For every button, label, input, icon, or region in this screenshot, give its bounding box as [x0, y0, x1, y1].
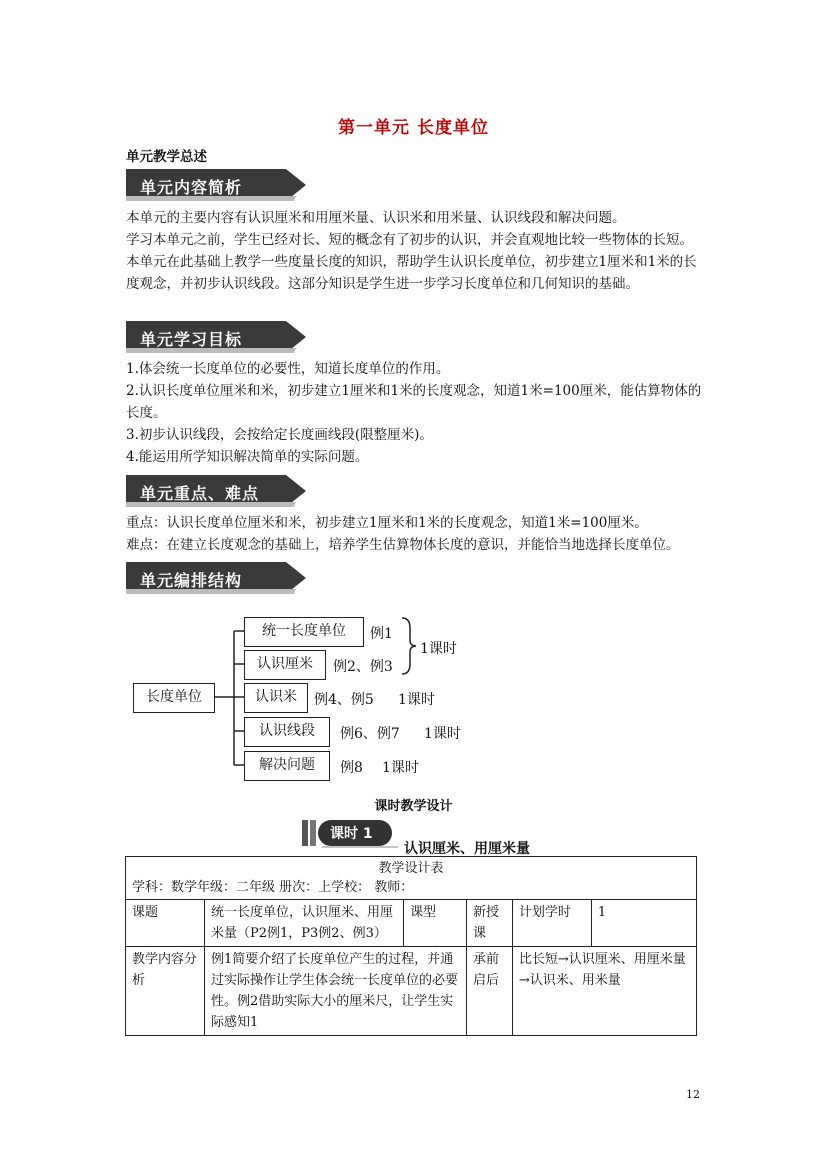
structure-branch-box: 认识厘米 — [244, 650, 326, 680]
structure-branch-time: 1课时 — [382, 760, 419, 776]
table-cell: 计划学时 — [512, 900, 591, 947]
banner-label: 单元重点、难点 — [140, 484, 260, 503]
banner-label: 单元内容简析 — [140, 178, 243, 197]
table-cell: 例1简要介绍了长度单位产生的过程，并通过实际操作让学生体会统一长度单位的必要性。例2借助实际大小的厘米尺，让学生实际感知1 — [205, 947, 467, 1036]
table-cell: 统一长度单位，认识厘米、用厘米量（P2例1，P3例2、例3） — [205, 900, 404, 947]
lesson-name: 认识厘米、用厘米量 — [404, 841, 530, 857]
structure-branch-time: 1课时 — [424, 726, 461, 742]
structure-branch-examples: 例1 — [370, 626, 393, 642]
table-cell: 课题 — [126, 900, 205, 947]
structure-root-box: 长度单位 — [133, 683, 215, 713]
structure-branch-box: 认识米 — [244, 683, 308, 713]
page-number: 12 — [686, 1088, 700, 1101]
list-item: 1.体会统一长度单位的必要性，知道长度单位的作用。 — [126, 361, 450, 377]
lesson-design-heading: 课时教学设计 — [374, 799, 453, 814]
structure-branch-box: 统一长度单位 — [244, 617, 364, 647]
list-item: 2.认识长度单位厘米和米，初步建立1厘米和1米的长度观念，知道1米=100厘米，能估算物体的长度。 — [126, 383, 702, 421]
banner-label: 单元学习目标 — [140, 330, 243, 349]
lesson-badge-label: 课时 1 — [330, 826, 373, 842]
teaching-design-table — [125, 856, 697, 1036]
table-caption: 教学设计表 — [378, 861, 444, 876]
page-title: 第一单元 长度单位 — [338, 118, 489, 138]
structure-branch-examples: 例4、例5 — [314, 692, 374, 708]
paragraph: 学习本单元之前，学生已经对长、短的概念有了初步的认识，并会直观地比较一些物体的长短。本单元在此基础上教学一些度量长度的知识，帮助学生认识长度单位，初步建立1厘米和1米的长度观念，并初步认识线段。这部分知识是学生进一步学习长度单位和几何知识的基础。 — [126, 232, 697, 292]
table-row — [126, 857, 697, 900]
structure-branch-examples: 例6、例7 — [340, 726, 400, 742]
structure-branch-time: 1课时 — [398, 692, 435, 708]
table-cell: 比长短→认识厘米、用厘米量→认识米、用米量 — [512, 947, 696, 1036]
table-row — [126, 900, 697, 947]
table-header-cell — [126, 857, 697, 900]
table-cell: 教学内容分析 — [126, 947, 205, 1036]
list-item: 4.能运用所学知识解决简单的实际问题。 — [126, 449, 369, 465]
table-cell: 1 — [591, 900, 696, 947]
key-point: 重点：认识长度单位厘米和米，初步建立1厘米和1米的长度观念，知道1米=100厘米。 — [126, 515, 648, 531]
structure-branch-box: 认识线段 — [244, 717, 330, 747]
table-row — [126, 947, 697, 1036]
list-item: 3.初步认识线段，会按给定长度画线段(限整厘米)。 — [126, 427, 433, 443]
structure-brace-time: 1课时 — [420, 641, 457, 657]
paragraph: 本单元的主要内容有认识厘米和用厘米量、认识米和用米量、认识线段和解决问题。 — [126, 210, 626, 226]
difficult-point: 难点：在建立长度观念的基础上，培养学生估算物体长度的意识，并能恰当地选择长度单位。 — [126, 537, 680, 553]
structure-branch-examples: 例2、例3 — [333, 659, 393, 675]
table-meta: 学科：数学年级：二年级 册次：上学校： 教师： — [132, 880, 414, 895]
structure-branch-box: 解决问题 — [244, 751, 330, 781]
lesson-badge — [302, 818, 398, 848]
table-cell: 课型 — [404, 900, 467, 947]
section-subtitle: 单元教学总述 — [126, 149, 207, 165]
banner-label: 单元编排结构 — [140, 571, 243, 590]
table-cell: 承前启后 — [467, 947, 513, 1036]
table-cell: 新授课 — [467, 900, 513, 947]
structure-branch-examples: 例8 — [340, 760, 363, 776]
